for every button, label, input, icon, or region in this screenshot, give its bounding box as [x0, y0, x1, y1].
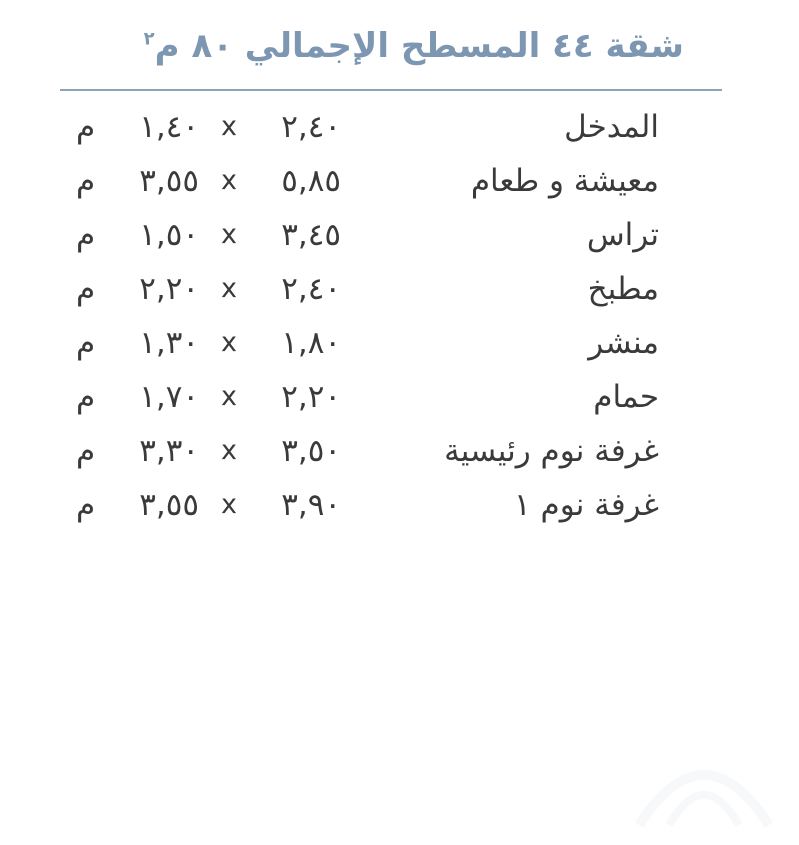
- room-width: ١,٣٠: [139, 325, 199, 361]
- room-name: المدخل: [564, 109, 659, 145]
- room-row-bathroom: [0, 370, 799, 424]
- title-text: شقة ٤٤ المسطح الإجمالي ٨٠ م: [154, 26, 684, 66]
- unit-label: م: [76, 433, 96, 469]
- multiply-sign: x: [221, 435, 237, 466]
- room-length: ٣,٩٠: [281, 487, 341, 523]
- room-width: ١,٧٠: [139, 379, 199, 415]
- title-divider: [60, 89, 722, 91]
- multiply-sign: x: [221, 327, 237, 358]
- unit-label: م: [76, 325, 96, 361]
- unit-label: م: [76, 487, 96, 523]
- multiply-sign: x: [221, 165, 237, 196]
- room-name: مطبخ: [587, 271, 659, 307]
- title-superscript: ٢: [143, 28, 155, 50]
- room-length: ٣,٤٥: [281, 217, 341, 253]
- multiply-sign: x: [221, 273, 237, 304]
- room-width: ٣,٥٥: [139, 487, 199, 523]
- room-row-kitchen: [0, 262, 799, 316]
- unit-label: م: [76, 109, 96, 145]
- multiply-sign: x: [221, 489, 237, 520]
- room-row-laundry: [0, 316, 799, 370]
- room-name: تراس: [586, 217, 659, 253]
- multiply-sign: x: [221, 381, 237, 412]
- unit-label: م: [76, 379, 96, 415]
- room-row-terrace: [0, 208, 799, 262]
- page-title: [144, 18, 684, 74]
- unit-label: م: [76, 271, 96, 307]
- room-name: غرفة نوم ١: [514, 487, 659, 523]
- room-width: ٣,٥٥: [139, 163, 199, 199]
- room-width: ٣,٣٠: [139, 433, 199, 469]
- watermark-logo-icon: [629, 725, 779, 835]
- unit-label: م: [76, 217, 96, 253]
- room-width: ١,٤٠: [139, 109, 199, 145]
- room-length: ٢,٢٠: [281, 379, 341, 415]
- room-name: حمام: [593, 379, 659, 415]
- room-dimensions-list: [0, 100, 799, 532]
- room-length: ٢,٤٠: [281, 271, 341, 307]
- room-name: معيشة و طعام: [470, 163, 659, 199]
- room-length: ٥,٨٥: [281, 163, 341, 199]
- room-width: ١,٥٠: [139, 217, 199, 253]
- room-length: ٢,٤٠: [281, 109, 341, 145]
- room-row-master-bedroom: [0, 424, 799, 478]
- room-row-entrance: [0, 100, 799, 154]
- room-length: ٣,٥٠: [281, 433, 341, 469]
- room-name: منشر: [588, 325, 659, 361]
- room-width: ٢,٢٠: [139, 271, 199, 307]
- room-name: غرفة نوم رئيسية: [444, 433, 659, 469]
- room-length: ١,٨٠: [281, 325, 341, 361]
- room-row-bedroom-1: [0, 478, 799, 532]
- multiply-sign: x: [221, 219, 237, 250]
- room-row-living-dining: [0, 154, 799, 208]
- multiply-sign: x: [221, 111, 237, 142]
- unit-label: م: [76, 163, 96, 199]
